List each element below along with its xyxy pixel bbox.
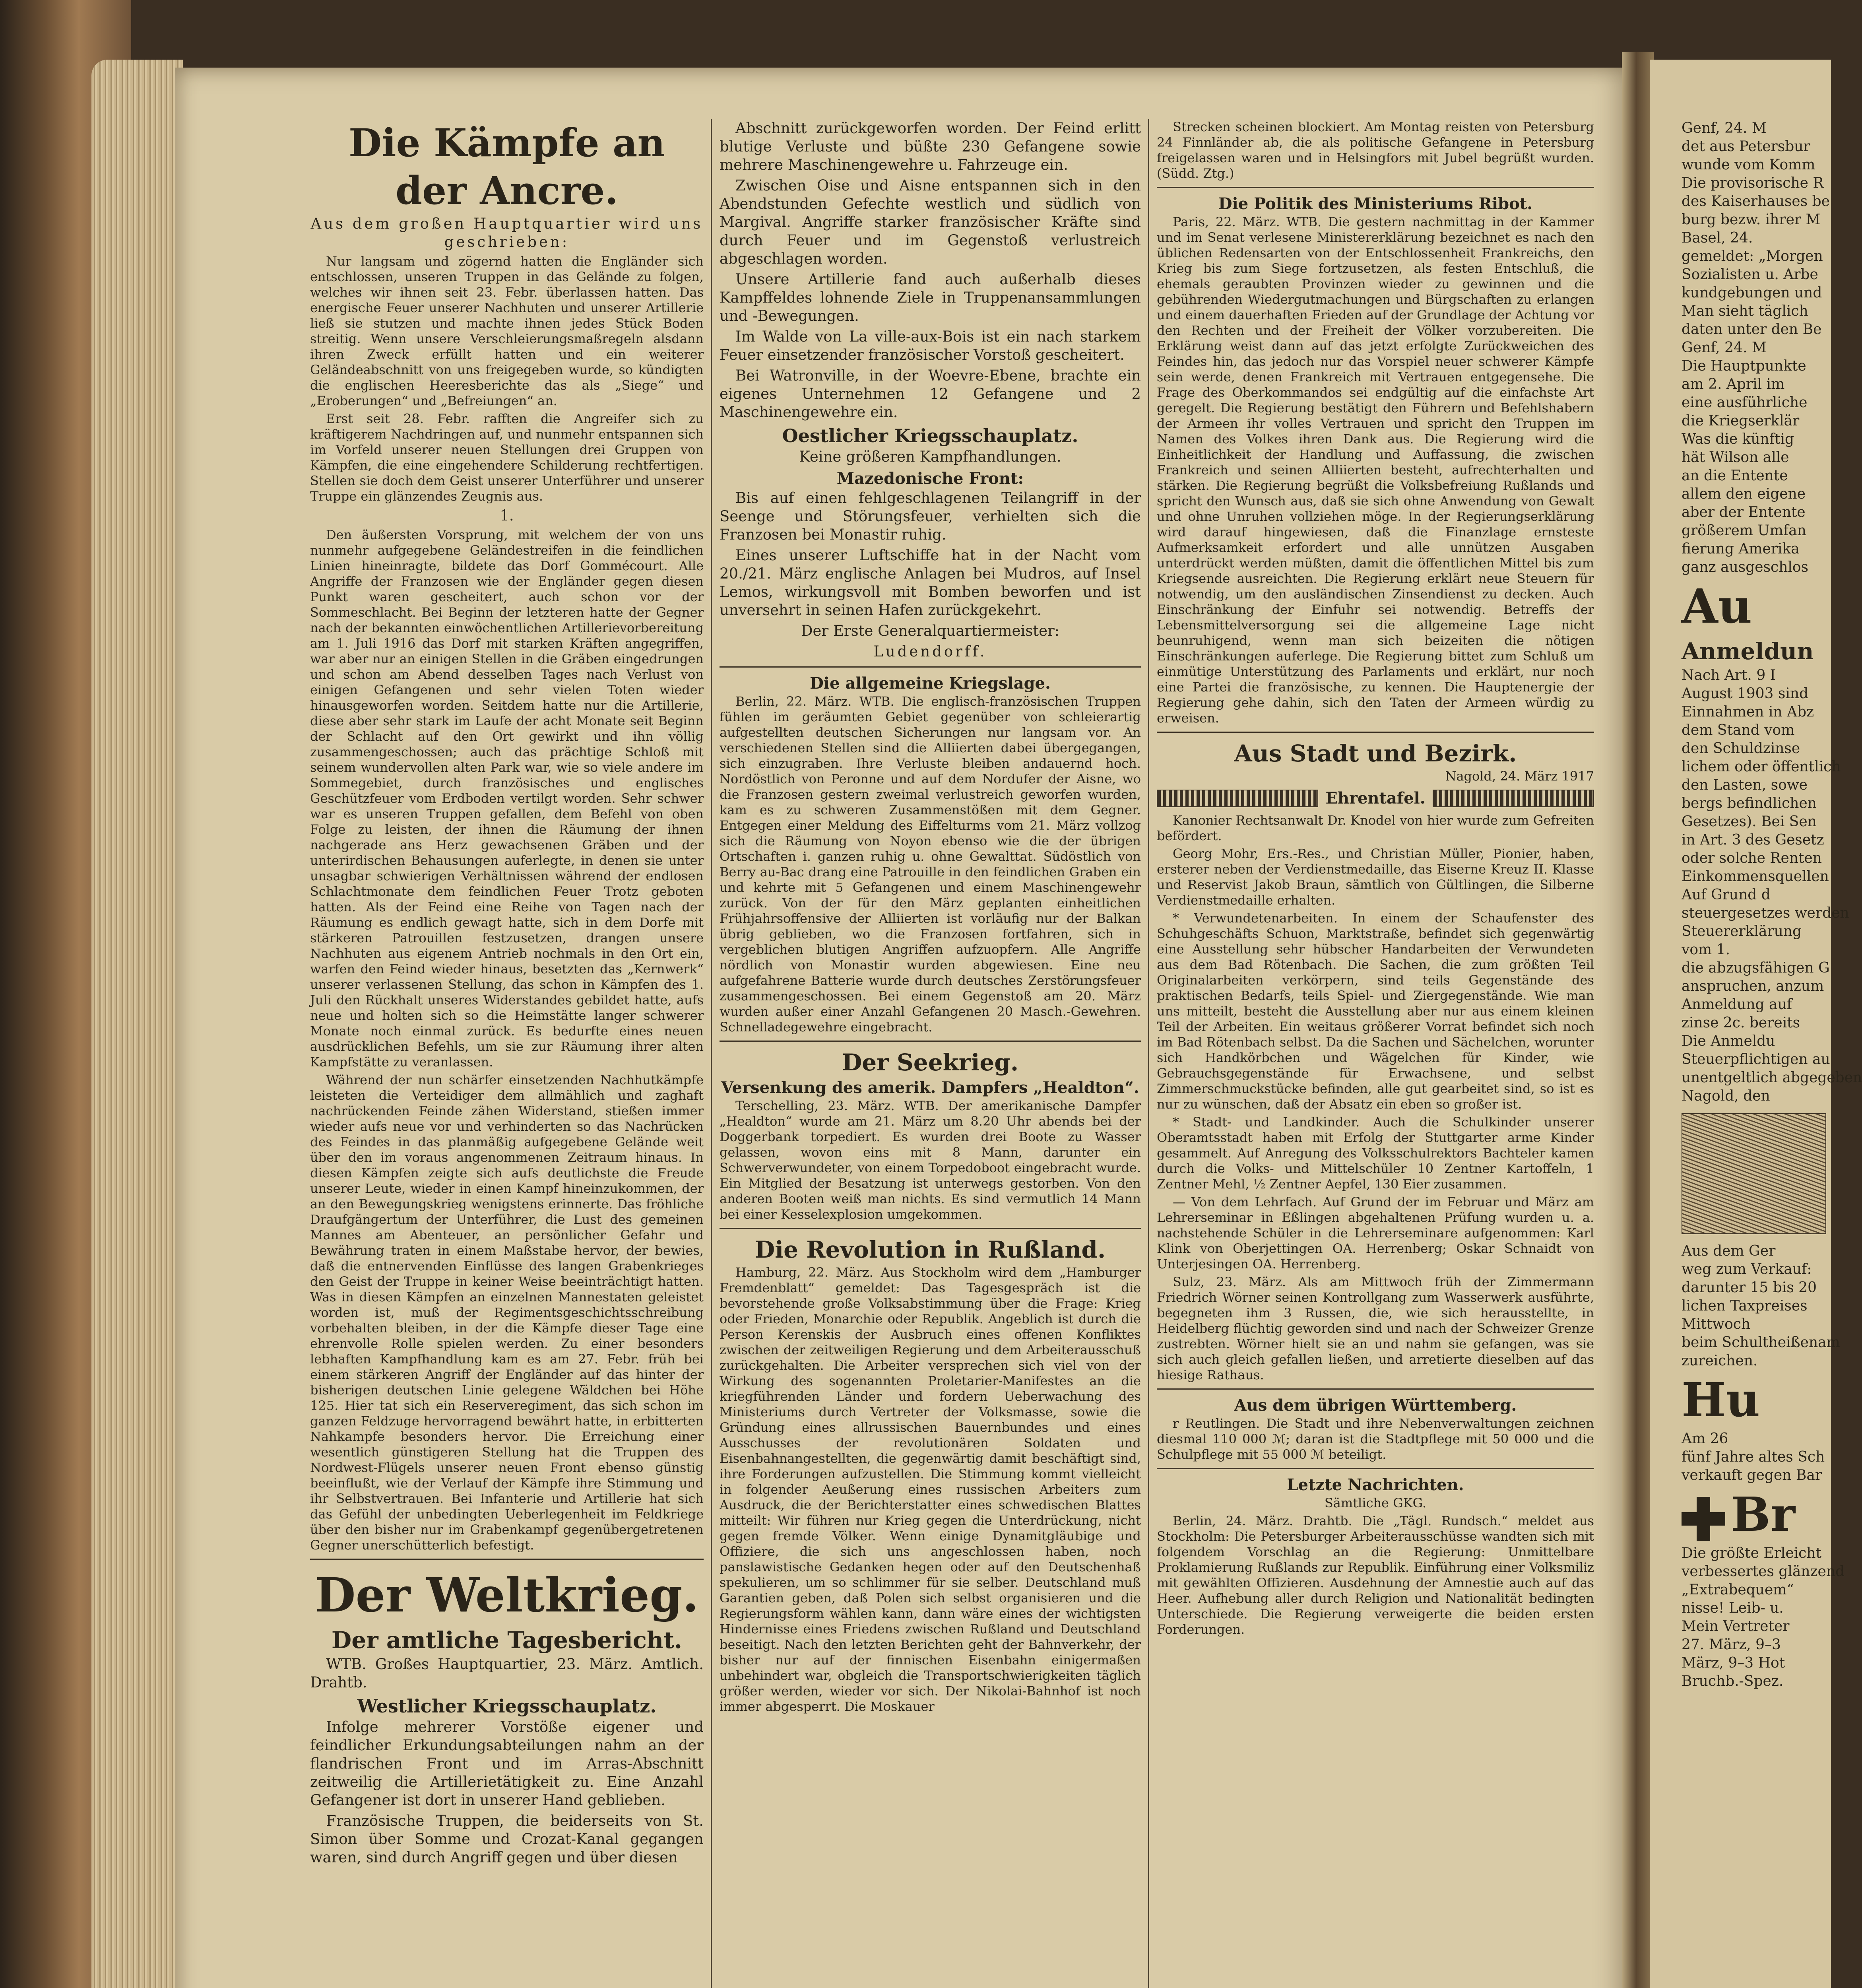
facing-text-line: Auf Grund d: [1682, 887, 1771, 903]
facing-text-line: hät Wilson alle: [1682, 449, 1789, 466]
agency-line: Sämtliche GKG.: [1324, 1495, 1427, 1510]
facing-text-line: oder solche Renten: [1682, 850, 1822, 866]
facing-text-block: [1682, 119, 1829, 577]
column-rule: [1148, 119, 1149, 1988]
article-paragraph: Zwischen Oise und Aisne entspannen sich in den Abendstunden Gefechte westlich und südlich von Margival. Angriffe starker französischer Kräfte sind durch Feuer und im Gegenstoß verlustreich abgeschlagen worden.: [720, 177, 1141, 267]
facing-big-heading: Au: [1682, 579, 1752, 634]
divider: [720, 1041, 1141, 1042]
divider: [1157, 1388, 1594, 1390]
facing-text-line: fierung Amerika: [1682, 541, 1800, 557]
intro-line: Aus dem großen Hauptquartier wird uns geschrieben:: [310, 215, 703, 250]
signature-title: Der Erste Generalquartiermeister:: [801, 622, 1060, 639]
section-letzte: Letzte Nachrichten.: [1287, 1475, 1464, 1494]
facing-text-line: Bruchb.-Spez.: [1682, 1673, 1784, 1689]
divider: [720, 666, 1141, 668]
article-paragraph: Bis auf einen fehlgeschlagenen Teilangriff in der Seenge und Störungsfeuer, verhielten sich die Franzosen bei Monastir ruhig.: [720, 489, 1141, 543]
facing-text-line: „Extrabequem“: [1682, 1582, 1794, 1598]
facing-text-line: fünf Jahre altes Sch: [1682, 1449, 1825, 1465]
subheadline-versenkung: Versenkung des amerik. Dampfers „Healdton“.: [721, 1078, 1139, 1097]
facing-text-line: Am 26: [1682, 1431, 1728, 1447]
facing-text-line: eine ausführliche: [1682, 394, 1808, 411]
facing-text-line: burg bezw. ihrer M: [1682, 212, 1821, 228]
facing-text-line: lichen Taxpreises: [1682, 1298, 1808, 1314]
facing-text-line: in Art. 3 des Gesetz: [1682, 832, 1824, 848]
article-paragraph: Hamburg, 22. März. Aus Stockholm wird dem „Hamburger Fremdenblatt“ gemeldet: Das Tagesgespräch ist die bevorstehende große Volksabstimmung über die Frage: Krieg oder Frieden, Monarchie oder Republik. Angeblich ist durch die Person Kerenskis der Ausbruch eines offenen Konfliktes zwischen der zeitweiligen Regierung und dem Arbeiterausschuß zurückgehalten. Die Arbeiter versprechen sich viel von der Wirkung des sogenannten Proletarier-Manifestes an die kriegführenden Länder und fordern Ueberwachung des Ministeriums durch Vertreter der Volksmasse, sowie die Gründung eines allrussischen Bauernbundes und eines Ausschusses der revolutionären Soldaten und Eisenbahnangestellten, die gegenwärtig damit beschäftigt sind, ihre Forderungen aufzustellen. Die Stimmung kommt vielleicht in folgender Aeußerung eines russischen Arbeiters zum Ausdruck, die der Berichterstatter eines schwedischen Blattes mitteilt: Wir führen nur Krieg gegen die Unterdrückung, nicht gegen fremde Völker. Wenn einige Dynamitgläubige und Offiziere, die sich uns angeschlossen haben, noch panslawistische Gedanken hegen oder auf den Deutschenhaß spekulieren, um so schlimmer für sie selber. Deutschland muß Garantien geben, daß Polen sich selbst organisieren und die Regierungsform wählen kann, dann wäre eines der wichtigsten Hindernisse eines Friedens zwischen Rußland und Deutschland beseitigt. Nach den letzten Berichten geht der Bahnverkehr, der bisher nur auf der finnischen Eisenbahn einigermaßen unbehindert war, obgleich die Transportschwierigkeiten täglich größer werden, wieder vor sich. Der Nikolai-Bahnhof ist noch immer abgesperrt. Die Moskauer: [720, 1265, 1141, 1714]
facing-text-line: die abzugsfähigen G: [1682, 960, 1830, 976]
dateline: Nagold, 24. März 1917: [1445, 769, 1594, 784]
facing-text-line: daten unter den Be: [1682, 321, 1822, 338]
headline-kaempfe: Die Kämpfe an der Ancre.: [348, 120, 665, 213]
facing-text-line: weg zum Verkauf:: [1682, 1261, 1812, 1277]
section-allgemeine: Die allgemeine Kriegslage.: [810, 674, 1051, 693]
article-paragraph: Sulz, 23. März. Als am Mittwoch früh der Zimmermann Friedrich Wörner seinen Kontrollgang zum Wasserwerk ausführte, begegneten ihm 3 Russen, die, wie sich herausstellte, in Heidelberg flüchtig geworden sind und nach der Schweizer Grenze zustrebten. Wörner hielt sie an und nahm sie gefangen, was sie sich auch gleich gefallen ließen, und arretierte dieselben auf das hiesige Rathaus.: [1157, 1274, 1594, 1382]
column-3: [1157, 119, 1594, 1640]
facing-text-line: unentgeltlich abgegeben: [1682, 1070, 1862, 1086]
headline-weltkrieg: Der Weltkrieg.: [315, 1567, 699, 1623]
article-paragraph: Kanonier Rechtsanwalt Dr. Knodel von hier wurde zum Gefreiten befördert.: [1157, 813, 1594, 843]
section-number: 1.: [500, 507, 514, 524]
divider: [310, 1559, 704, 1560]
facing-text-line: verbessertes glänzend: [1682, 1563, 1845, 1580]
facing-text-line: dem Stand vom: [1682, 722, 1795, 738]
article-paragraph: Abschnitt zurückgeworfen worden. Der Feind erlitt blutige Verluste und büßte 230 Gefangene sowie mehrere Maschinengewehre u. Fahrzeuge ein.: [720, 120, 1141, 173]
ehrentafel-banner: [1157, 788, 1594, 809]
facing-text-line: Sozialisten u. Arbe: [1682, 266, 1818, 283]
facing-text-line: Genf, 24. M: [1682, 120, 1767, 136]
divider: [1157, 732, 1594, 733]
facing-text-line: Mein Vertreter: [1682, 1618, 1790, 1635]
article-paragraph: Nur langsam und zögernd hatten die Engländer sich entschlossen, unseren Truppen in das Gelände zu folgen, welches wir ihnen seit 23. Febr. überlassen hatten. Das energische Feuer unserer Nachhuten und unserer Artillerie ließ sie stutzen und machte ihnen jedes Stück Boden streitig. Wenn unsere Verschleierungsmaßregeln alsdann ihren Zweck erfüllt hatten und ein weiterer Geländeabschnitt von uns freigegeben wurde, so kündigten die englischen Heeresberichte das als „Siege“ und „Eroberungen“ und „Befreiungen“ an.: [310, 254, 704, 408]
facing-text-line: bergs befindlichen: [1682, 795, 1817, 812]
facing-text-line: Nach Art. 9 I: [1682, 667, 1776, 683]
article-paragraph: Berlin, 24. März. Drahtb. Die „Tägl. Rundsch.“ meldet aus Stockholm: Die Petersburger Arbeiterausschüsse wandten sich mit folgendem Vorschlag an die Regierung: Unmittelbare Proklamierung Rußlands zur Republik. Einführung einer Volksmiliz mit gewählten Offizieren. Ausdehnung der Amnestie auch auf das Heer. Aufhebung aller durch Religion und Nationalität bedingten Unterschiede. Die Regierung verweigerte die beiden ersten Forderungen.: [1157, 1513, 1594, 1637]
facing-ad-title: Br: [1731, 1487, 1795, 1542]
facing-text-line: Was die künftig: [1682, 431, 1794, 447]
facing-text-block: [1682, 1430, 1829, 1485]
page-stack: [91, 60, 183, 1988]
facing-text-line: Genf, 24. M: [1682, 340, 1767, 356]
article-paragraph: Strecken scheinen blockiert. Am Montag reisten von Petersburg 24 Finnländer ab, die als politische Gefangene in Petersburg freigelassen waren und in Helsingfors mit Jubel begrüßt wurden. (Südd. Ztg.): [1157, 119, 1594, 181]
headline-seekrieg: Der Seekrieg.: [842, 1049, 1019, 1076]
facing-text-line: August 1903 sind: [1682, 685, 1809, 702]
subheadline-tagesbericht: Der amtliche Tagesbericht.: [331, 1627, 683, 1654]
facing-text-line: des Kaiserhauses be: [1682, 193, 1830, 210]
facing-text-line: die Kriegserklär: [1682, 413, 1800, 429]
section-text: Keine größeren Kampfhandlungen.: [799, 448, 1061, 465]
section-wuerttemberg: Aus dem übrigen Württemberg.: [1234, 1396, 1517, 1415]
section-oestlich: Oestlicher Kriegsschauplatz.: [782, 425, 1078, 447]
woodcut-illustration: [1682, 1113, 1826, 1234]
facing-text-line: an die Entente: [1682, 468, 1788, 484]
column-1: [310, 119, 704, 1869]
article-paragraph: Den äußersten Vorsprung, mit welchem der von uns nunmehr aufgegebene Geländestreifen in die feindlichen Linien hineinragte, bildete das Dorf Gommécourt. Alle Angriffe der Franzosen wie der Engländer gegen diesen Punkt waren gescheitert, auch schon vor der Sommeschlacht. Bei Beginn der letzteren hatte der Gegner nach der bekannten einwöchentlichen Artillerievorbereitung am 1. Juli 1916 das Dorf mit starken Kräften angegriffen, war aber nur an einigen Stellen in die Gräben eingedrungen und schon am Abend desselben Tages nach Verlust von einigen Gefangenen und sehr vielen Toten wieder hinausgeworfen worden. Seitdem hatte nur die Artillerie, diese aber sehr stark im Laufe der acht Monate seit Beginn der Schlacht auf den Ort gewirkt und ihn völlig zusammengeschossen; auch das prächtige Schloß mit seinem wundervollen alten Park war, wie so viele andere im Sommegebiet, durch französisches und englisches Geschützfeuer vom Erdboden vertilgt worden. Sehr schwer war es unseren Truppen gefallen, dem Befehl von oben Folge zu leisten, der ihnen die Räumung der ihnen nachgerade ans Herz gewachsenen Gräben und der unterirdischen Behausungen auferlegte, in denen sie unter unsagbar schwierigen Verhältnissen während der endlosen Schlachtmonate dem feindlichen Feuer Trotz geboten hatten. Als der Feind eine Reihe von Tagen nach der Räumung es endlich gewagt hatte, sich in dem Dorfe mit stärkeren Patrouillen festzusetzen, drangen unsere Nachhuten aus eigenem Antrieb nochmals in den Ort ein, warfen den Feind wieder hinaus, besetzten das „Kernwerk“ unserer verlassenen Stellung, das schon in Kämpfen des 1. Juli den Rückhalt unseres Widerstandes gebildet hatte, aufs neue und holten sich so die Heimstätte langer schwerer Monate noch einmal zurück. Es bedurfte eines neuen ausdrücklichen Befehls, um sie zur Räumung ihrer alten Kampfstätte zu veranlassen.: [310, 527, 704, 1070]
facing-text-line: am 2. April im: [1682, 376, 1785, 392]
article-paragraph: Französische Truppen, die beiderseits von St. Simon über Somme und Crozat-Kanal gegangen waren, sind durch Angriff gegen und über diesen: [310, 1812, 704, 1866]
article-paragraph: Georg Mohr, Ers.-Res., und Christian Müller, Pionier, haben, ersterer neben der Verdienstmedaille, das Eiserne Kreuz II. Klasse und Reservist Jakob Braun, sämtlich von Gültlingen, die Silberne Verdienstmedaille erhalten.: [1157, 846, 1594, 908]
facing-text-line: aber der Entente: [1682, 504, 1806, 520]
facing-text-line: steuergesetzes werden: [1682, 905, 1849, 921]
headline-stadt: Aus Stadt und Bezirk.: [1234, 740, 1517, 767]
facing-text-line: ganz ausgeschlos: [1682, 559, 1809, 575]
facing-text-line: Die größte Erleicht: [1682, 1545, 1821, 1561]
facing-text-line: det aus Petersbur: [1682, 138, 1810, 155]
facing-text-line: Einkommensquellen: [1682, 868, 1829, 885]
facing-text-line: Nagold, den: [1682, 1088, 1770, 1104]
facing-text-line: vom 1.: [1682, 942, 1730, 958]
divider: [1157, 187, 1594, 188]
signature-name: Ludendorff.: [873, 643, 987, 660]
book-gutter: [1622, 52, 1654, 1988]
facing-text-line: Basel, 24.: [1682, 230, 1753, 246]
facing-text-line: nisse! Leib- u.: [1682, 1600, 1784, 1616]
article-paragraph: — Von dem Lehrfach. Auf Grund der im Februar und März am Lehrerseminar in Eßlingen abgehaltenen Prüfung wurden u. a. nachstehende Schüler in die Lehrerseminare aufgenommen: Karl Klink von Oberjettingen OA. Herrenberg; Oskar Schnaidt von Unterjesingen OA. Herrenberg.: [1157, 1194, 1594, 1272]
facing-text-line: Aus dem Ger: [1682, 1243, 1776, 1259]
facing-text-line: Die provisorische R: [1682, 175, 1824, 191]
ornament-band: [1157, 790, 1318, 807]
facing-text-line: lichem oder öffentlich: [1682, 759, 1841, 775]
facing-text-line: anspruchen, anzum: [1682, 978, 1824, 994]
section-politik: Die Politik des Ministeriums Ribot.: [1218, 194, 1533, 213]
column-rule: [711, 119, 712, 1988]
section-westlich: Westlicher Kriegsschauplatz.: [357, 1695, 657, 1717]
facing-text-line: größerem Umfan: [1682, 522, 1806, 539]
facing-text-line: wunde vom Komm: [1682, 157, 1815, 173]
article-paragraph: Infolge mehrerer Vorstöße eigener und feindlicher Erkundungsabteilungen nahm an der flandrischen Front und im Arras-Abschnitt zeitweilig die Artillerietätigkeit zu. Eine Anzahl Gefangener ist dort in unserer Hand geblieben.: [310, 1718, 704, 1809]
facing-text-block: [1682, 1242, 1840, 1370]
dateline: WTB. Großes Hauptquartier, 23. März. Amtlich. Drahtb.: [310, 1656, 704, 1691]
facing-big-heading: Hu: [1682, 1372, 1760, 1427]
article-paragraph: Im Walde von La ville-aux-Bois ist ein nach starkem Feuer einsetzender französischer Vorstoß gescheitert.: [720, 328, 1141, 363]
facing-text-line: Gesetzes). Bei Sen: [1682, 813, 1817, 830]
article-paragraph: Bei Watronville, in der Woevre-Ebene, brachte ein eigenes Unternehmen 12 Gefangene und 2 Maschinengewehre ein.: [720, 367, 1141, 421]
article-paragraph: Berlin, 22. März. WTB. Die englisch-französischen Truppen fühlen im geräumten Gebiet gegenüber von schleierartig aufgestellten deutschen Sicherungen nur langsam vor. An verschiedenen Stellen sind die Alliierten dabei übergegangen, sich einzugraben. Ihre Verluste bleiben andauernd hoch. Nordöstlich von Peronne und auf dem Nordufer der Aisne, wo die Franzosen gestern zweimal verlustreich geworfen wurden, kam es zu schweren Zusammenstößen mit dem Gegner. Entgegen einer Meldung des Eiffelturms vom 21. März vollzog sich die Räumung von Noyon ebenso wie die der übrigen Ortschaften i. ganzen ruhig u. ohne Gewalttat. Südöstlich von Berry au-Bac drang eine Patrouille in den feindlichen Graben ein und kehrte mit 5 Gefangenen und einem Maschinengewehr zurück. Von der für den März geplanten einheitlichen Frühjahrsoffensive der Alliierten ist vorläufig nur der Balkan übrig geblieben, wo die Franzosen fortfahren, sich in vergeblichen blutigen Angriffen aufzuopfern. Alle Angriffe nördlich von Monastir wurden abgewiesen. Eine neu aufgefahrene Batterie wurde durch deutsches Zerstörungsfeuer zusammengeschossen. Bei einem Gegenstoß am 20. März wurden außer einer Anzahl Gefangenen 20 Masch.-Gewehren. Schnelladegewehre eingebracht.: [720, 694, 1141, 1035]
facing-text-block: [1682, 666, 1862, 1105]
facing-text-line: kundgebungen und: [1682, 285, 1822, 301]
cross-icon: [1682, 1497, 1725, 1541]
facing-text-line: beim Schultheißenam: [1682, 1334, 1840, 1351]
column-2: [720, 119, 1141, 1717]
facing-anmeldung-heading: Anmeldun: [1682, 638, 1814, 665]
headline-revolution: Die Revolution in Rußland.: [754, 1236, 1106, 1263]
facing-text-line: Die Hauptpunkte: [1682, 358, 1806, 374]
facing-text-line: 27. März, 9–3: [1682, 1637, 1781, 1653]
article-paragraph: Unsere Artillerie fand auch außerhalb dieses Kampffeldes lohnende Ziele in Truppenansammlungen und -Bewegungen.: [720, 271, 1141, 324]
facing-text-line: den Schuldzinse: [1682, 740, 1800, 757]
facing-text-line: Anmeldung auf: [1682, 996, 1792, 1013]
article-paragraph: Terschelling, 23. März. WTB. Der amerikanische Dampfer „Healdton“ wurde am 21. März um 8.20 Uhr abends bei der Doggerbank torpediert. Es wurden drei Boote zu Wasser gelassen, wovon eins mit 8 Mann, darunter ein Schwerverwundeter, von einem Torpedoboot eingebracht wurde. Ein Mitglied der Besatzung ist unterwegs gestorben. Von den anderen Booten weiß man nichts. Es sind vermutlich 14 Mann bei einer Kesselexplosion umgekommen.: [720, 1098, 1141, 1222]
article-paragraph: Eines unserer Luftschiffe hat in der Nacht vom 20./21. März englische Anlagen bei Mudros, auf Insel Lemos, wirkungsvoll mit Bomben beworfen und ist unversehrt in seinen Hafen zurückgekehrt.: [720, 547, 1141, 619]
facing-text-line: Steuerpflichtigen au: [1682, 1051, 1830, 1068]
facing-text-line: gemeldet: „Morgen: [1682, 248, 1823, 264]
article-paragraph: Während der nun schärfer einsetzenden Nachhutkämpfe leisteten die Verteidiger dem allmählich und zaghaft nachrückenden Feinde zähen Widerstand, stießen immer wieder aufs neue vor und verhinderten so das Nachrücken des Feindes in das planmäßig aufgegebene Gelände weit über den im voraus angenommenen Zeitraum hinaus. In diesen Kämpfen zeigte sich aufs deutlichste die Freude unserer Leute, wieder in einen Kampf hineinzukommen, der an den Bewegungskrieg wenigstens erinnerte. Das fröhliche Draufgängertum der Unterführer, die Lust des gemeinen Mannes am Abenteuer, an persönlicher Gefahr und Bewährung traten in einem Maßstabe hervor, der bewies, daß die entnervenden Einflüsse des langen Grabenkrieges den Geist der Truppe in keiner Weise beeinträchtigt hatten. Was in diesen Kämpfen an einzelnen Mannestaten geleistet worden ist, muß der Regimentsgeschichtsschreibung vorbehalten bleiben, in der die Kämpfe dieser Tage eine ehrenvolle Rolle spielen werden. Zu einer besonders lebhaften Kampfhandlung kam es am 27. Febr. früh bei einem stärkeren Angriff der Engländer auf das hinter der bisherigen deutschen Linie gelegene Wäldchen bei Höhe 125. Hier tat sich ein Reserveregiment, das sich schon im ganzen Feldzuge hervorragend bewährt hatte, in erbitterten Nahkampfe besonders hervor. Die Erreichung einer wesentlich günstigeren Stellung hat die Truppen des Nordwest-Flügels unserer neuen Front ebenso günstig beeinflußt, wie der Verlauf der Kämpfe ihre Stimmung und ihr Selbstvertrauen. Bei Infanterie und Artillerie hat sich das Gefühl der unbedingten Ueberlegenheit im Feldkriege über den bisher nur im Grabenkampf gegenübergetretenen Gegner unerschütterlich befestigt.: [310, 1072, 704, 1553]
facing-text-line: Steuererklärung: [1682, 923, 1802, 940]
divider: [720, 1228, 1141, 1229]
facing-text-line: den Lasten, sowe: [1682, 777, 1808, 793]
facing-text-line: März, 9–3 Hot: [1682, 1655, 1785, 1671]
facing-page-column: [1682, 119, 1862, 1691]
article-paragraph: r Reutlingen. Die Stadt und ihre Nebenverwaltungen zeichnen diesmal 110 000 ℳ; daran ist die Stadtpflege mit 50 000 und die Schulpflege mit 55 000 ℳ beteiligt.: [1157, 1416, 1594, 1462]
facing-text-line: Die Anmeldu: [1682, 1033, 1775, 1049]
article-paragraph: Paris, 22. März. WTB. Die gestern nachmittag in der Kammer und im Senat verlesene Ministererklärung bezeichnet es nach den üblichen Redensarten von der Entschlossenheit Frankreichs, den Krieg bis zum Siege fortzusetzen, als festen Entschluß, die ehemals geraubten Provinzen wieder zu gewinnen und die gebührenden Wiedergutmachungen und Bürgschaften zu erlangen und einem dauerhaften Frieden auf der Grundlage der Achtung vor den Rechten und der Freiheit der Völker vorzubereiten. Die Erklärung weist dann auf das jetzt erfolgte Zurückweichen des Feindes hin, das jedoch nur das Vorspiel neuer schwerer Kämpfe sein werde, denen Frankreich mit Vertrauen entgegensehe. Die Frage des Oberkommandos sei endgültig auf die einfachste Art geregelt. Die Regierung bestätigt den Führern und Befehlshabern der Armeen ihr volles Vertrauen und spricht den Truppen im Namen des Volkes ihren Dank aus. Die Regierung wird die Einheitlichkeit der Handlung und Auffassung, die zwischen Frankreich und seinen Alliierten besteht, aufrechterhalten und stärken. Die Regierung begrüßt die Volksbefreiung Rußlands und spricht den Wunsch aus, daß sie sich ohne Anwendung von Gewalt und ohne Unruhen vollziehen möge. In der Regierungserklärung wird darauf hingewiesen, daß die Finanzlage ernsteste Aufmerksamkeit erfordert und alle unnützen Ausgaben unterdrückt werden müßten, damit die öffentlichen Mittel bis zum Kriegsende ausreichten. Die Regierung erklärt neue Steuern für notwendig, um den ausländischen Zinsendienst zu decken. Auch Einschränkung der Einfuhr sei notwendig. Betreffs der Lebensmittelversorgung sei die allgemeine Lage nicht beunruhigend, wenn man sich beizeiten die nötigen Einschränkungen auferlege. Die Regierung bittet zum Schluß um einmütige Unterstützung des Parlaments und erklärt, nur noch eine Partei die französische, zu kennen. Die Hauptenergie der Regierung gehe dahin, sich den Taten der Armeen würdig zu erweisen.: [1157, 214, 1594, 726]
facing-text-line: darunter 15 bis 20: [1682, 1279, 1817, 1296]
ehrentafel-title: Ehrentafel.: [1325, 789, 1426, 808]
facing-ad-heading: [1682, 1485, 1829, 1544]
article-paragraph: * Stadt- und Landkinder. Auch die Schulkinder unserer Oberamtsstadt haben mit Erfolg der Stuttgarter arme Kinder gesammelt. Auf Anregung des Volksschulrektors Bachteler kamen durch die Volks- und Mittelschüler 10 Zentner Kartoffeln, 1 Zentner Mehl, ½ Zentner Aepfel, 130 Eier zusammen.: [1157, 1114, 1594, 1192]
facing-text-line: zinse 2c. bereits: [1682, 1015, 1800, 1031]
facing-text-line: zureichen.: [1682, 1353, 1758, 1369]
facing-text-line: Mittwoch: [1682, 1316, 1751, 1332]
divider: [1157, 1468, 1594, 1469]
article-paragraph: Erst seit 28. Febr. rafften die Angreifer sich zu kräftigerem Nachdringen auf, und nunmehr entspannen sich im Vorfeld unserer neuen Stellungen drei Gruppen von Kämpfen, die eine eingehendere Schilderung rechtfertigen. Stellen sie doch dem Geist unserer Unterführer und unserer Truppe ein glänzendes Zeugnis aus.: [310, 411, 704, 504]
facing-text-line: Einnahmen in Abz: [1682, 704, 1814, 720]
facing-text-line: verkauft gegen Bar: [1682, 1467, 1822, 1483]
facing-text-line: Man sieht täglich: [1682, 303, 1808, 319]
section-mazedonisch: Mazedonische Front:: [836, 469, 1024, 488]
ornament-band: [1433, 790, 1594, 807]
article-paragraph: * Verwundetenarbeiten. In einem der Schaufenster des Schuhgeschäfts Schuon, Marktstraße, befindet sich gegenwärtig eine Ausstellung sehr hübscher Handarbeiten der Verwundeten aus dem Bad Rötenbach. Die Sachen, die zum größten Teil Originalarbeiten verkörpern, sind teils Gegenstände des praktischen Bedarfs, teils Spiel- und Ziergegenstände. Wie man uns mitteilt, besteht die Ausstellung aber nur aus einem kleinen Teil der Arbeiten. Ein weitaus größerer Vorrat befindet sich noch im Bad Rötenbach selbst. Da die Sachen und Sächelchen, worunter sich Handkörbchen und Wägelchen für Kinder, wie Gebrauchsgegenstände für Erwachsene, und selbst Zimmerschmuckstücke befinden, alle gut gearbeitet sind, so ist es nur zu wünschen, daß der Absatz ein eben so großer ist.: [1157, 911, 1594, 1112]
facing-text-line: allem den eigene: [1682, 486, 1806, 502]
facing-text-block: [1682, 1544, 1845, 1691]
